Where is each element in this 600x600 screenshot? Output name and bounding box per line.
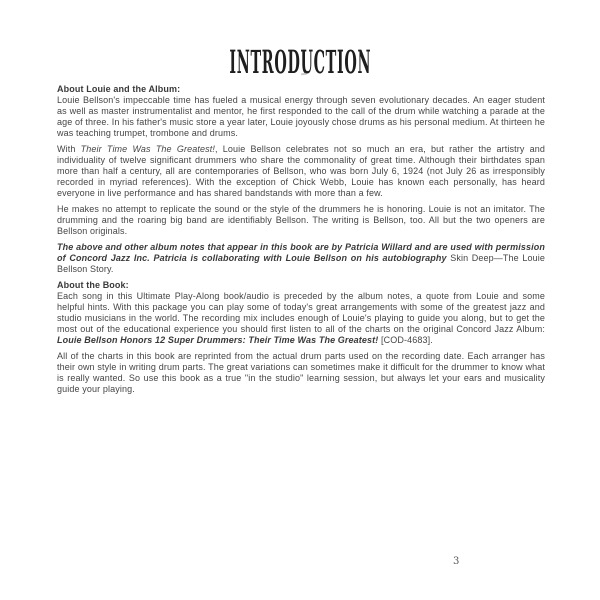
paragraph [57, 95, 545, 139]
text-run: , Louie Bellson celebrates not so much an era, but rather the artistry and individuality of twelve significant drummers who share the commonality of great time. Although their birthdates span more than half a century, all are contemporaries of Bellson, who was born July 6, 1924 (not July 26 as irresponsibly recorded in myriad references). With the exception of Chick Webb, Louie has known each personally, has heard everyone in live performance and has shared bandstands with more than a few. [57, 144, 545, 198]
text-run: [COD-4683]. [378, 335, 433, 345]
section-heading: About Louie and the Album: [57, 84, 181, 94]
text-run: He makes no attempt to replicate the sound or the style of the drummers he is honoring. Louie is not an imitator. The drumming and the roaring big band are identifiably Bellson. The writing is Bellson, too. All but the two openers are Bellson originals. [57, 204, 545, 236]
paragraph [57, 144, 545, 199]
text-run: The above and other album notes that appear in this book are by Patricia Willard and are used with permission of Concord Jazz Inc. Patricia is collaborating with Louie Bellson on his autobiography [57, 242, 545, 263]
page-title [0, 34, 600, 81]
paragraph [57, 242, 545, 275]
text-run: Skin Deep—The Louie Bellson Story. [57, 253, 545, 274]
text-run: With [57, 144, 81, 154]
text-run: Their Time Was The Greatest! [80, 144, 215, 154]
text-run: All of the charts in this book are reprinted from the actual drum parts used on the recording date. Each arranger has their own style in writing drum parts. The great variations can sometimes make it difficult for the drummer to know what is really wanted. So use this book as a true "in the studio" learning session, but always let your ears and musicality guide your playing. [57, 351, 545, 394]
document-body [57, 84, 545, 400]
text-run: Each song in this Ultimate Play-Along book/audio is preceded by the album notes, a quote from Louie and some helpful hints. With this package you can play some of today's great arrangements with some of the greatest jazz and studio musicians in the world. The recording mix includes enough of Louie's playing to guide you along, but to get the most out of the educational experience you should first listen to all of the charts on the original Concord Jazz Album: [57, 291, 545, 334]
paragraph [57, 204, 545, 237]
section-heading: About the Book: [57, 280, 129, 290]
paragraph [57, 291, 545, 346]
page-number: 3 [453, 556, 460, 567]
text-run: Louie Bellson Honors 12 Super Drummers: Their Time Was The Greatest! [57, 335, 379, 345]
paragraph [57, 351, 545, 395]
page-title-text: INTRODUCTION [229, 43, 371, 81]
text-run: Louie Bellson's impeccable time has fueled a musical energy through seven evolutionary decades. An eager student as well as master instrumentalist and mentor, he first responded to the call of the drum while watching a parade at the age of three. In his father's music store a year later, Louie joyously chose drums as his personal medium. At thirteen he was teaching trumpet, trombone and drums. [57, 95, 545, 138]
